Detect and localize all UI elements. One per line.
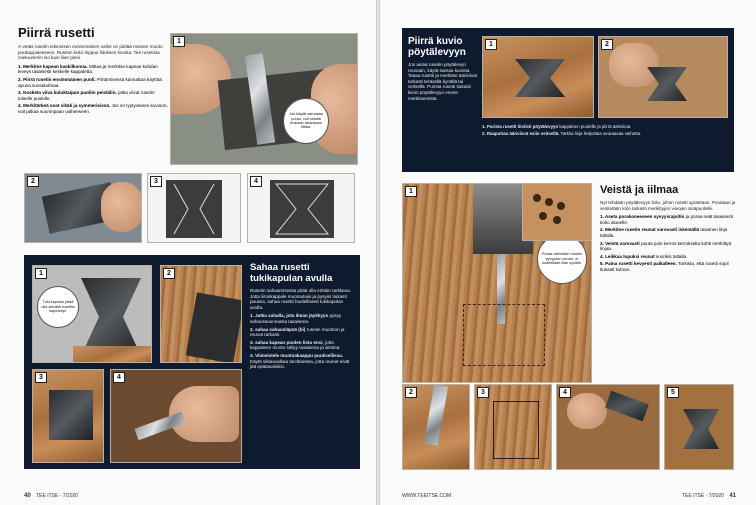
caption-lead: 1. Purista rusetti tiiviisti pöytälevyyn [482,124,559,129]
page-number: 41 [729,493,736,499]
step-text: ja poraa reiät tasaisesti koko alueelle. [600,214,733,225]
photo-number: 4 [113,372,125,383]
bow-outline-icon [166,180,222,238]
photo-clamp-bow [482,36,594,118]
section-intro: A-vetäs rusetin tekemisen ensimmäinen vaihe on piirtää ruseten muoto puukappaleeseen. Rusetin koko riippuu liitoksen koosta. Tee rusetista mieluummin iso kuin liian pieni. [18,44,163,61]
section-intro: Rusetin sahaamisessa pitää olla erittäin tarkkana. Jotta liitoskappale muotoutuisi ja pysyisi tiukasti puussa, sahaa rusetti huolellisesti tukikapulan avulla. [250,288,352,310]
step-lead: 3. Kosketa viiva kuluktaipan puoliin peisbilin. [18,90,117,96]
photo-fit-bow [664,384,734,470]
steps-list [18,64,168,115]
bow-outline-icon [270,180,334,238]
photo-drilled-holes [522,183,592,241]
wood-block-image [73,346,152,363]
hole-image [545,198,553,206]
step-lead: 2. sahaa sahausläpsä (bi) [250,326,306,332]
photo-number: 1 [173,36,185,47]
photo-hammer-chisel [556,384,660,470]
photo-bow-outline [147,173,241,243]
photo-number: 5 [667,387,679,398]
photo-sawing [160,265,242,363]
step-lead: 4. Leikkaa lopuksi reunat [600,253,655,259]
photo-number: 2 [27,176,39,187]
photo-marking-square [170,33,358,165]
bow-outline-image [493,401,539,459]
hammer-image [605,391,649,422]
step-text: suoriksi taltalla. [655,253,688,259]
photo-number: 2 [405,387,417,398]
photo-number: 4 [559,387,571,398]
saw-image [49,390,93,440]
photo-number: 1 [405,186,417,197]
draw-pattern-captions [482,124,728,139]
step-text: Jos on tyytyväinen kuvioon, voit jatkaa suurimpaan vaiheeseen. [18,103,168,114]
bow-piece-image [81,278,141,356]
step-lead: 1. Aseta porakoneeseen syvyysrajoitin [600,214,685,220]
magazine-name: TEE ITSE · 7/2020 [36,493,79,499]
saw-section-panel [24,255,360,469]
photo-number: 1 [485,39,497,50]
photo-number: 3 [35,372,47,383]
section-title: Sahaa rusetti tukikapulan avulla [250,262,333,284]
photo-number: 4 [250,176,262,187]
section-carve [600,184,738,275]
hand-image [567,393,607,429]
steps-list [600,214,738,272]
magazine-name: TEE ITSE · 7/2020 [681,493,724,499]
bow-piece-image [515,59,565,97]
step-lead: 4. Viimeistele muotoakaappu puuksellissa. [250,352,344,358]
step-lead: 2. Merkitse rusetin reunat varovasti iskemällä [600,227,700,233]
caption-lead: 2. Raaputtaa ääriviivat esiin veitsellä. [482,131,560,137]
draw-pattern-panel [402,28,734,172]
step-text: jatka viivat rusetin toiselle puolelle. [18,90,155,101]
site-name: WWW.TEEITSE.COM [402,493,452,499]
hole-image [533,194,541,202]
hand-image [101,182,142,232]
step-text: Käytä siklaavalkaa tarvittaessa, jotta reunat eivät jää epätasaisiksi. [250,358,350,370]
section-title: Piirrä rusetti [18,25,95,40]
step-text: puuta pois kerros kerrokselta kohti merkittyä linjaa. [600,240,731,252]
page-footer-left [402,493,451,499]
step-text: jotta kappaleen muoto säilyy tasaisena ja siistinä. [250,339,341,351]
caption-text: Tarkka linja helpottaa seuraavaa vaihetta. [560,131,642,137]
photo-chisel-edge [402,384,470,470]
step-lead: 2. Piirrä rusetin ensimmäinen puoli. [18,76,96,82]
photo-number: 3 [477,387,489,398]
hand-image [609,43,659,87]
step-lead: 1. Jatka sahalla, jota ilman jäykkyys [250,313,329,319]
photo-holes-outline [474,384,552,470]
photo-drawing-half [24,173,142,243]
section-title: Veistä ja iilmaa [600,184,679,196]
hole-image [557,202,565,210]
section-draw-bow [18,26,168,117]
draw-pattern-text [408,36,478,101]
tip-bubble: Tuki-kapulan pitää olla selvästi rusettia kapeampi. [37,286,79,328]
section-intro: Jos aiotat rusetin pöytälevyn reunaan, käytä samaa kuviota. Tasaa rusetti ja merkitse ääriviivat tarkasti terävällä kynällä tai veitsellä. Purista rusetti tiukasti kiinni pöytälevyyn ennen merkitsemistä. [408,62,477,101]
tip-bubble: Jos käytät samasaa puuta, voit selvää mukaan sikänkaan tilttaa. [283,98,329,144]
step-text: tasainen linja taltalla. [600,227,728,238]
page-footer [24,493,78,499]
step-lead: 4. Merkitärkeä ovat sikäk ja symmerisissä. [18,103,111,109]
page-number: 40 [24,493,31,499]
photo-saw-cut [32,369,104,463]
bow-piece-image [647,67,687,101]
hole-image [553,216,561,224]
photo-support-stick [32,265,152,363]
hole-image [539,212,547,220]
step-text: Piirtämisessä kannattaa käyttää apuna suorakulmaa. [18,76,162,88]
steps-list [250,313,354,369]
photo-bow-symmetry [247,173,355,243]
bow-piece-image [683,409,719,449]
photo-number: 3 [150,176,162,187]
chisel-image [424,384,448,446]
step-text: Mittaa ja merkitse kapean kohdan leveys tasaisesti keskelle kappaletta. [18,63,158,75]
section-title: Piirrä kuvio pöytälevyyn [408,36,466,58]
photo-finishing [110,369,242,463]
step-lead: 3. Veistä varovasti [600,240,640,246]
step-lead: 1. Merkitse kapean kaskilkonna. [18,63,88,69]
photo-number: 2 [163,268,175,279]
saw-section-text [250,263,354,372]
step-lead: 5. Paina rusetti kevyesti paikalleen. [600,261,677,267]
caption-text: kappaleen puolelle ja piirrä ääriviivat. [559,124,632,129]
page-footer-right [682,493,736,499]
step-lead: 3. sahaa kapean puolen lista ensi, [250,339,324,345]
step-text: rusetin muotoon ja reunat tarkasti. [250,326,345,338]
bow-outline-image [463,304,545,366]
photo-number: 1 [35,268,47,279]
tip-bubble: Poraa vähintään rusetin syvyyden verran, ei kuitenkaan liian syvälle. [537,234,587,284]
left-page [0,0,376,505]
photo-number: 2 [601,39,613,50]
photo-knife-outline [598,36,728,118]
section-intro: Nyt tehdään pöytälevyyn kolo, johon rusetti upotetaan. Porataan ja veistetään kolo tarkasti merkittyjen viivojen sisäpuolelle. [600,200,736,211]
step-text: Tarkista, että rusetti sopii tiukasti koloon. [600,261,729,272]
saw-image [186,292,242,363]
step-text: pysyy sahaussuunnassa tasaisena. [250,313,342,324]
right-page [380,0,756,505]
